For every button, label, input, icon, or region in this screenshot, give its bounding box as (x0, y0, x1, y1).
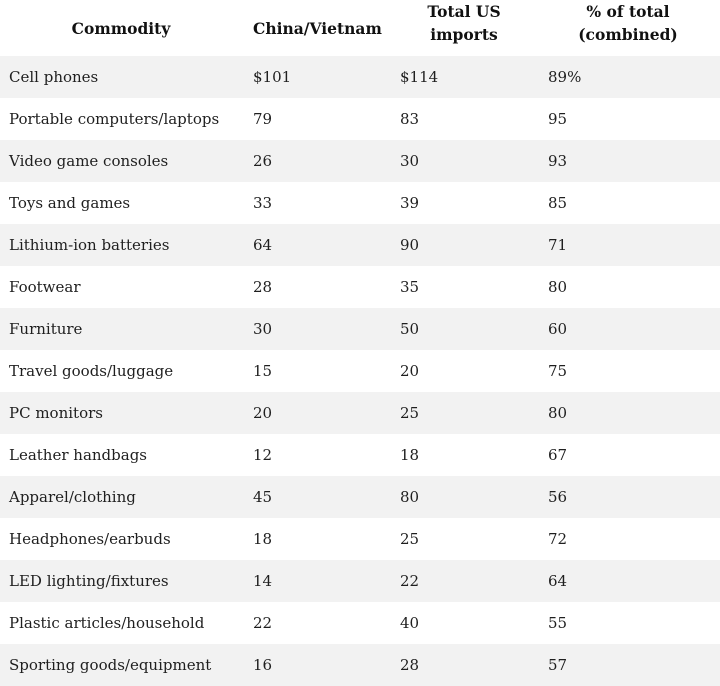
cell-pct-of-total: 80 (548, 404, 568, 422)
cell-commodity: LED lighting/fixtures (9, 572, 169, 590)
cell-pct-of-total: 93 (548, 152, 568, 170)
cell-pct-of-total: 60 (548, 320, 568, 338)
cell-pct-of-total: 56 (548, 488, 568, 506)
cell-china-vietnam: 45 (253, 488, 273, 506)
cell-total-us-imports: 18 (400, 446, 420, 464)
header-commodity-label: Commodity (71, 18, 171, 38)
cell-commodity: Travel goods/luggage (9, 362, 174, 380)
cell-commodity: Plastic articles/household (9, 614, 205, 632)
cell-china-vietnam: 28 (253, 278, 273, 296)
cell-commodity: Leather handbags (9, 446, 147, 464)
cell-pct-of-total: 75 (548, 362, 568, 380)
cell-china-vietnam: 12 (253, 446, 273, 464)
table-row (0, 644, 720, 686)
table-row (0, 308, 720, 350)
table-row (0, 140, 720, 182)
cell-commodity: Headphones/earbuds (9, 530, 171, 548)
header-pct-line1: % of total (586, 2, 670, 21)
cell-pct-of-total: 55 (548, 614, 568, 632)
cell-total-us-imports: 28 (400, 656, 420, 674)
table-row (0, 224, 720, 266)
cell-commodity: Video game consoles (9, 152, 169, 170)
cell-pct-of-total: 57 (548, 656, 568, 674)
cell-china-vietnam: 20 (253, 404, 273, 422)
table-body (0, 56, 720, 686)
cell-commodity: Toys and games (9, 194, 131, 212)
table-row (0, 98, 720, 140)
cell-pct-of-total: 80 (548, 278, 568, 296)
header-china-vietnam-label: China/Vietnam (253, 18, 382, 38)
cell-total-us-imports: 80 (400, 488, 420, 506)
header-pct-of-total (548, 0, 708, 56)
table-row (0, 392, 720, 434)
table-row (0, 56, 720, 98)
cell-china-vietnam: 16 (253, 656, 273, 674)
cell-china-vietnam: $101 (253, 68, 292, 86)
cell-commodity: Cell phones (9, 68, 99, 86)
table-header (0, 0, 720, 56)
cell-pct-of-total: 71 (548, 236, 568, 254)
cell-china-vietnam: 30 (253, 320, 273, 338)
header-pct-line2: (combined) (578, 25, 678, 44)
cell-commodity: Furniture (9, 320, 83, 338)
header-total-us-imports (400, 0, 528, 56)
table-row (0, 434, 720, 476)
cell-total-us-imports: 25 (400, 530, 420, 548)
cell-total-us-imports: 90 (400, 236, 420, 254)
cell-commodity: Portable computers/laptops (9, 110, 220, 128)
cell-china-vietnam: 33 (253, 194, 273, 212)
table-row (0, 560, 720, 602)
cell-commodity: Footwear (9, 278, 81, 296)
cell-commodity: Lithium-ion batteries (9, 236, 170, 254)
cell-total-us-imports: 22 (400, 572, 420, 590)
cell-total-us-imports: 83 (400, 110, 420, 128)
table-row (0, 182, 720, 224)
cell-total-us-imports: 35 (400, 278, 420, 296)
table-row (0, 518, 720, 560)
cell-total-us-imports: 39 (400, 194, 420, 212)
cell-china-vietnam: 79 (253, 110, 273, 128)
cell-total-us-imports: 40 (400, 614, 420, 632)
cell-pct-of-total: 95 (548, 110, 568, 128)
cell-total-us-imports: $114 (400, 68, 439, 86)
cell-china-vietnam: 15 (253, 362, 273, 380)
cell-pct-of-total: 72 (548, 530, 568, 548)
cell-china-vietnam: 26 (253, 152, 273, 170)
cell-pct-of-total: 64 (548, 572, 568, 590)
header-total-us-line1: Total US (427, 2, 501, 21)
cell-total-us-imports: 30 (400, 152, 420, 170)
cell-china-vietnam: 18 (253, 530, 273, 548)
table-row (0, 350, 720, 392)
header-total-us-line2: imports (430, 25, 498, 44)
cell-china-vietnam: 22 (253, 614, 273, 632)
cell-total-us-imports: 50 (400, 320, 420, 338)
cell-total-us-imports: 20 (400, 362, 420, 380)
cell-pct-of-total: 67 (548, 446, 568, 464)
cell-total-us-imports: 25 (400, 404, 420, 422)
cell-pct-of-total: 89% (548, 68, 582, 86)
table-row (0, 602, 720, 644)
table-row (0, 266, 720, 308)
cell-china-vietnam: 64 (253, 236, 273, 254)
table-row (0, 476, 720, 518)
cell-commodity: Sporting goods/equipment (9, 656, 212, 674)
cell-china-vietnam: 14 (253, 572, 273, 590)
cell-commodity: PC monitors (9, 404, 103, 422)
cell-pct-of-total: 85 (548, 194, 568, 212)
header-china-vietnam (244, 0, 388, 56)
cell-commodity: Apparel/clothing (9, 488, 136, 506)
header-commodity (0, 0, 242, 56)
